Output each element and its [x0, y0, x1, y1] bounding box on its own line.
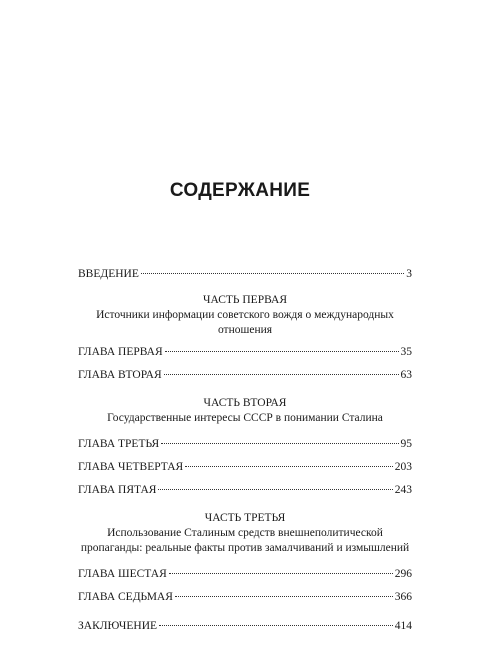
toc-entry-page: 203 — [394, 461, 412, 473]
toc-entry-intro — [78, 266, 412, 283]
toc-entry-label: ЗАКЛЮЧЕНИЕ — [78, 620, 158, 632]
toc-entry-page: 95 — [400, 438, 412, 450]
toc-entry-label: ГЛАВА ПЯТАЯ — [78, 484, 157, 496]
part-one-header — [78, 293, 412, 338]
dot-leader — [185, 466, 393, 467]
part-heading: ЧАСТЬ ВТОРАЯ — [203, 397, 287, 409]
part-subtitle: Использование Сталиным средств внешнеполитической — [107, 527, 383, 539]
toc-entry-label: ГЛАВА ЧЕТВЕРТАЯ — [78, 461, 184, 473]
toc-entry-label: ГЛАВА СЕДЬМАЯ — [78, 591, 173, 603]
toc-entry-label: ГЛАВА ВТОРАЯ — [78, 369, 162, 381]
toc-entry-label: ГЛАВА ТРЕТЬЯ — [78, 438, 160, 450]
toc-entry-page: 366 — [394, 591, 412, 603]
toc-entry-page: 243 — [394, 484, 412, 496]
dot-leader — [169, 573, 393, 574]
part-heading: ЧАСТЬ ПЕРВАЯ — [202, 294, 288, 306]
page-title: СОДЕРЖАНИЕ — [169, 180, 311, 201]
toc-entry-chapter-1 — [78, 344, 412, 361]
dot-leader — [158, 489, 392, 490]
dot-leader — [175, 596, 393, 597]
toc-entry-page: 296 — [394, 568, 412, 580]
part-subtitle: пропаганды: реальные факты против замалчиваний и измышлений — [80, 542, 410, 554]
dot-leader — [165, 351, 399, 352]
part-subtitle: отношения — [217, 324, 273, 336]
toc-entry-label: ГЛАВА ШЕСТАЯ — [78, 568, 167, 580]
part-two-header — [78, 396, 412, 426]
toc-entry-conclusion — [78, 618, 412, 635]
toc-entry-chapter-7 — [78, 589, 412, 606]
part-heading: ЧАСТЬ ТРЕТЬЯ — [204, 512, 286, 524]
part-three-header — [78, 511, 412, 556]
toc-entry-label: ГЛАВА ПЕРВАЯ — [78, 346, 163, 358]
dot-leader — [141, 273, 404, 274]
toc-entry-chapter-4 — [78, 459, 412, 476]
toc-entry-page: 414 — [394, 620, 412, 632]
toc-entry-page: 63 — [400, 369, 412, 381]
toc-entry-chapter-6 — [78, 566, 412, 583]
dot-leader — [161, 443, 398, 444]
part-subtitle: Источники информации советского вождя о международных — [96, 309, 394, 321]
part-subtitle: Государственные интересы СССР в понимании Сталина — [107, 412, 383, 424]
toc-entry-page: 35 — [400, 346, 412, 358]
dot-leader — [164, 374, 399, 375]
toc-entry-chapter-2 — [78, 367, 412, 384]
toc-entry-label: ВВЕДЕНИЕ — [78, 268, 139, 280]
toc-entry-chapter-5 — [78, 482, 412, 499]
table-of-contents — [78, 266, 412, 635]
toc-entry-chapter-3 — [78, 436, 412, 453]
toc-entry-page: 3 — [406, 268, 412, 280]
dot-leader — [159, 625, 393, 626]
